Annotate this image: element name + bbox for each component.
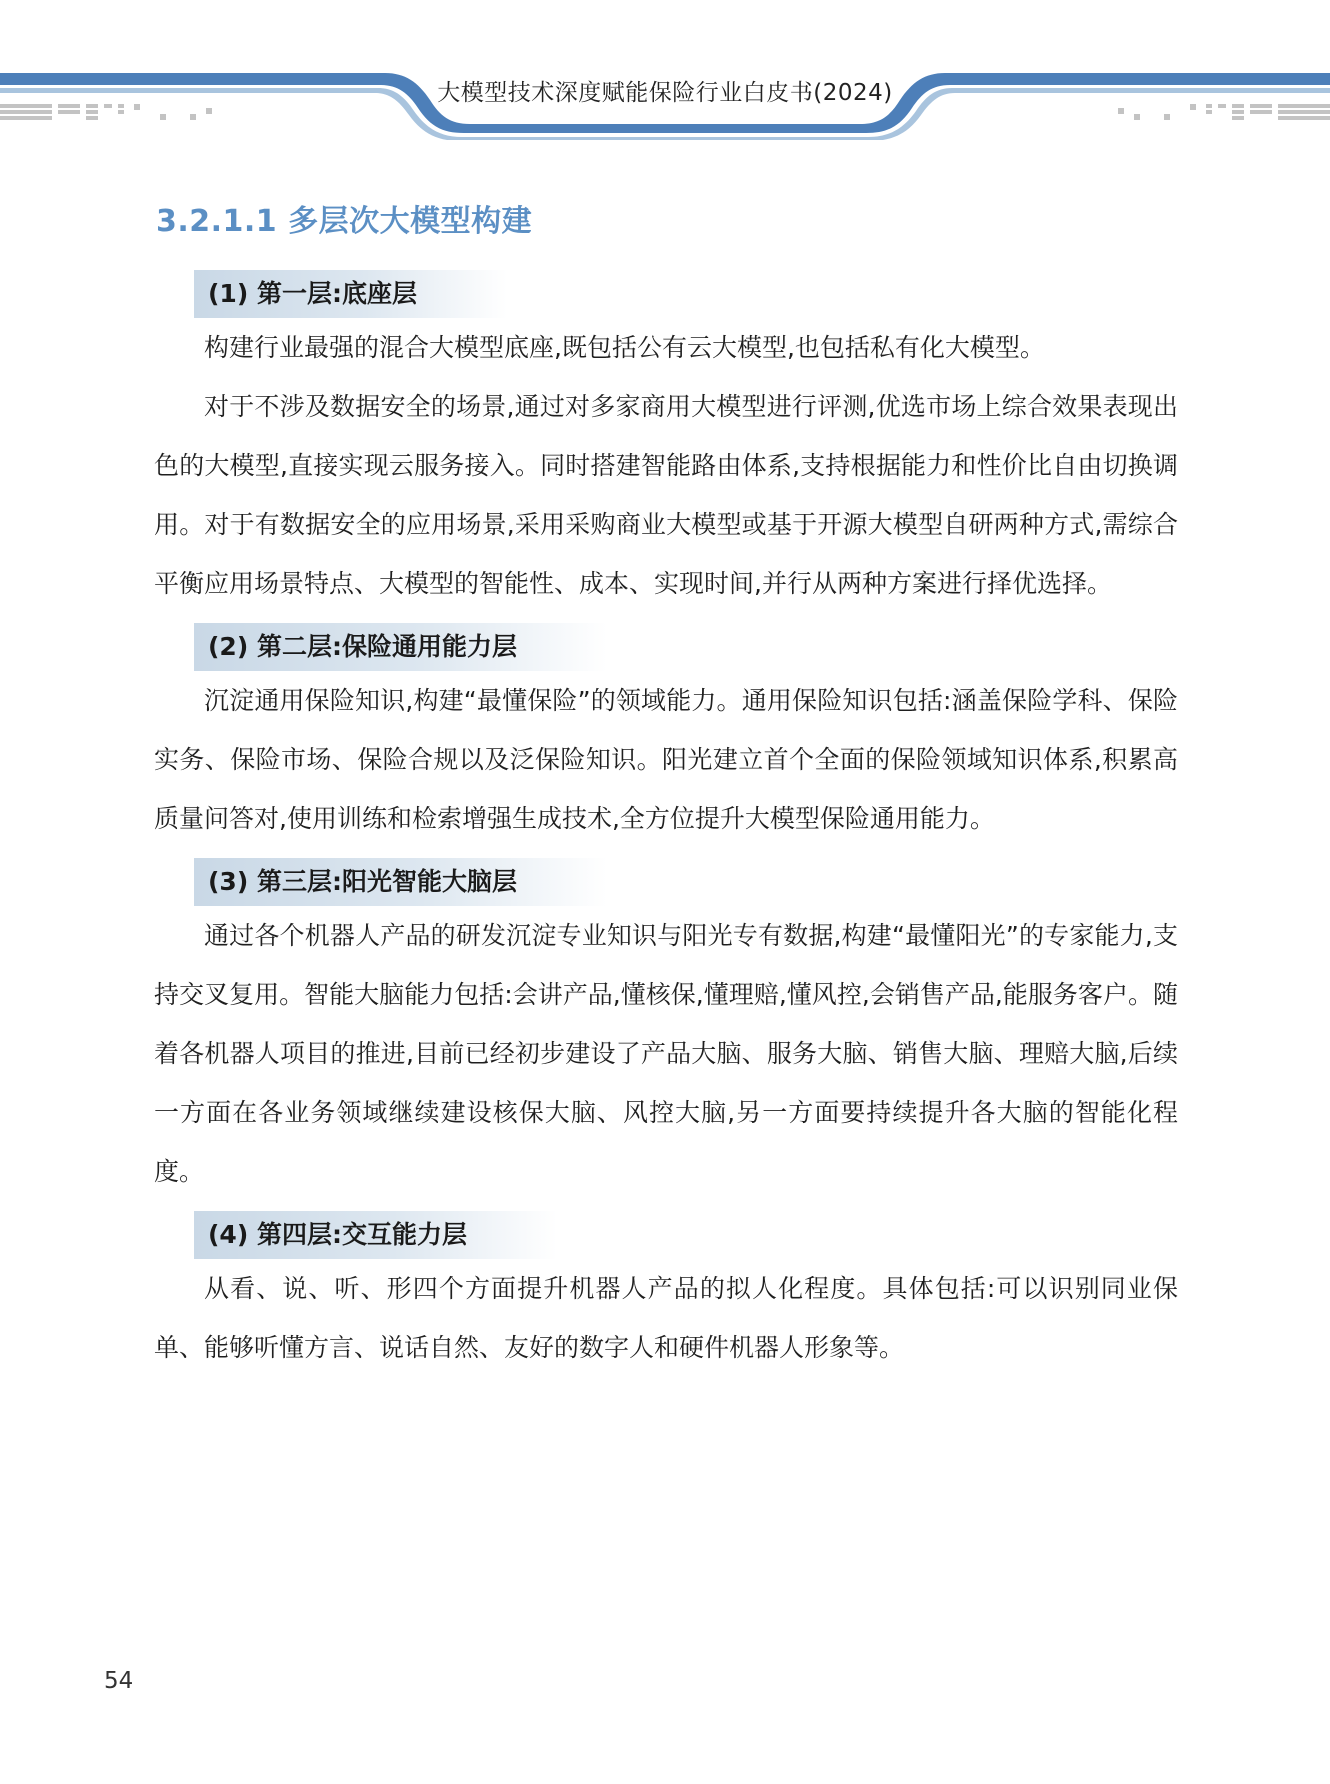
layer-heading-1: (1) 第一层:底座层: [194, 270, 507, 318]
layer-heading-3: (3) 第三层:阳光智能大脑层: [194, 858, 607, 906]
page-number: 54: [104, 1668, 134, 1694]
paragraph: 对于不涉及数据安全的场景,通过对多家商用大模型进行评测,优选市场上综合效果表现出色的大模型,直接实现云服务接入。同时搭建智能路由体系,支持根据能力和性价比自由切换调用。对于有数据安全的应用场景,采用采购商业大模型或基于开源大模型自研两种方式,需综合平衡应用场景特点、大模型的智能性、成本、实现时间,并行从两种方案进行择优选择。: [154, 392, 1178, 598]
layer-block-2: [154, 623, 1178, 848]
layer-block-1: [154, 270, 1178, 613]
layer-block-4: [154, 1211, 1178, 1377]
page-content: [154, 196, 1178, 1377]
layer-block-3: [154, 858, 1178, 1201]
header-decoration: [0, 0, 1330, 140]
paragraph: 从看、说、听、形四个方面提升机器人产品的拟人化程度。具体包括:可以识别同业保单、能够听懂方言、说话自然、友好的数字人和硬件机器人形象等。: [154, 1274, 1178, 1362]
page-header: [0, 0, 1330, 140]
layer-heading-4: (4) 第四层:交互能力层: [194, 1211, 557, 1259]
section-title: 3.2.1.1 多层次大模型构建: [156, 204, 533, 239]
layer-heading-2: (2) 第二层:保险通用能力层: [194, 623, 607, 671]
paragraph: 沉淀通用保险知识,构建“最懂保险”的领域能力。通用保险知识包括:涵盖保险学科、保险实务、保险市场、保险合规以及泛保险知识。阳光建立首个全面的保险领域知识体系,积累高质量问答对,使用训练和检索增强生成技术,全方位提升大模型保险通用能力。: [154, 686, 1178, 833]
paragraph: 构建行业最强的混合大模型底座,既包括公有云大模型,也包括私有化大模型。: [204, 333, 1045, 362]
header-title: 大模型技术深度赋能保险行业白皮书(2024): [437, 80, 893, 106]
paragraph: 通过各个机器人产品的研发沉淀专业知识与阳光专有数据,构建“最懂阳光”的专家能力,支持交叉复用。智能大脑能力包括:会讲产品,懂核保,懂理赔,懂风控,会销售产品,能服务客户。随着各机器人项目的推进,目前已经初步建设了产品大脑、服务大脑、销售大脑、理赔大脑,后续一方面在各业务领域继续建设核保大脑、风控大脑,另一方面要持续提升各大脑的智能化程度。: [154, 921, 1178, 1186]
